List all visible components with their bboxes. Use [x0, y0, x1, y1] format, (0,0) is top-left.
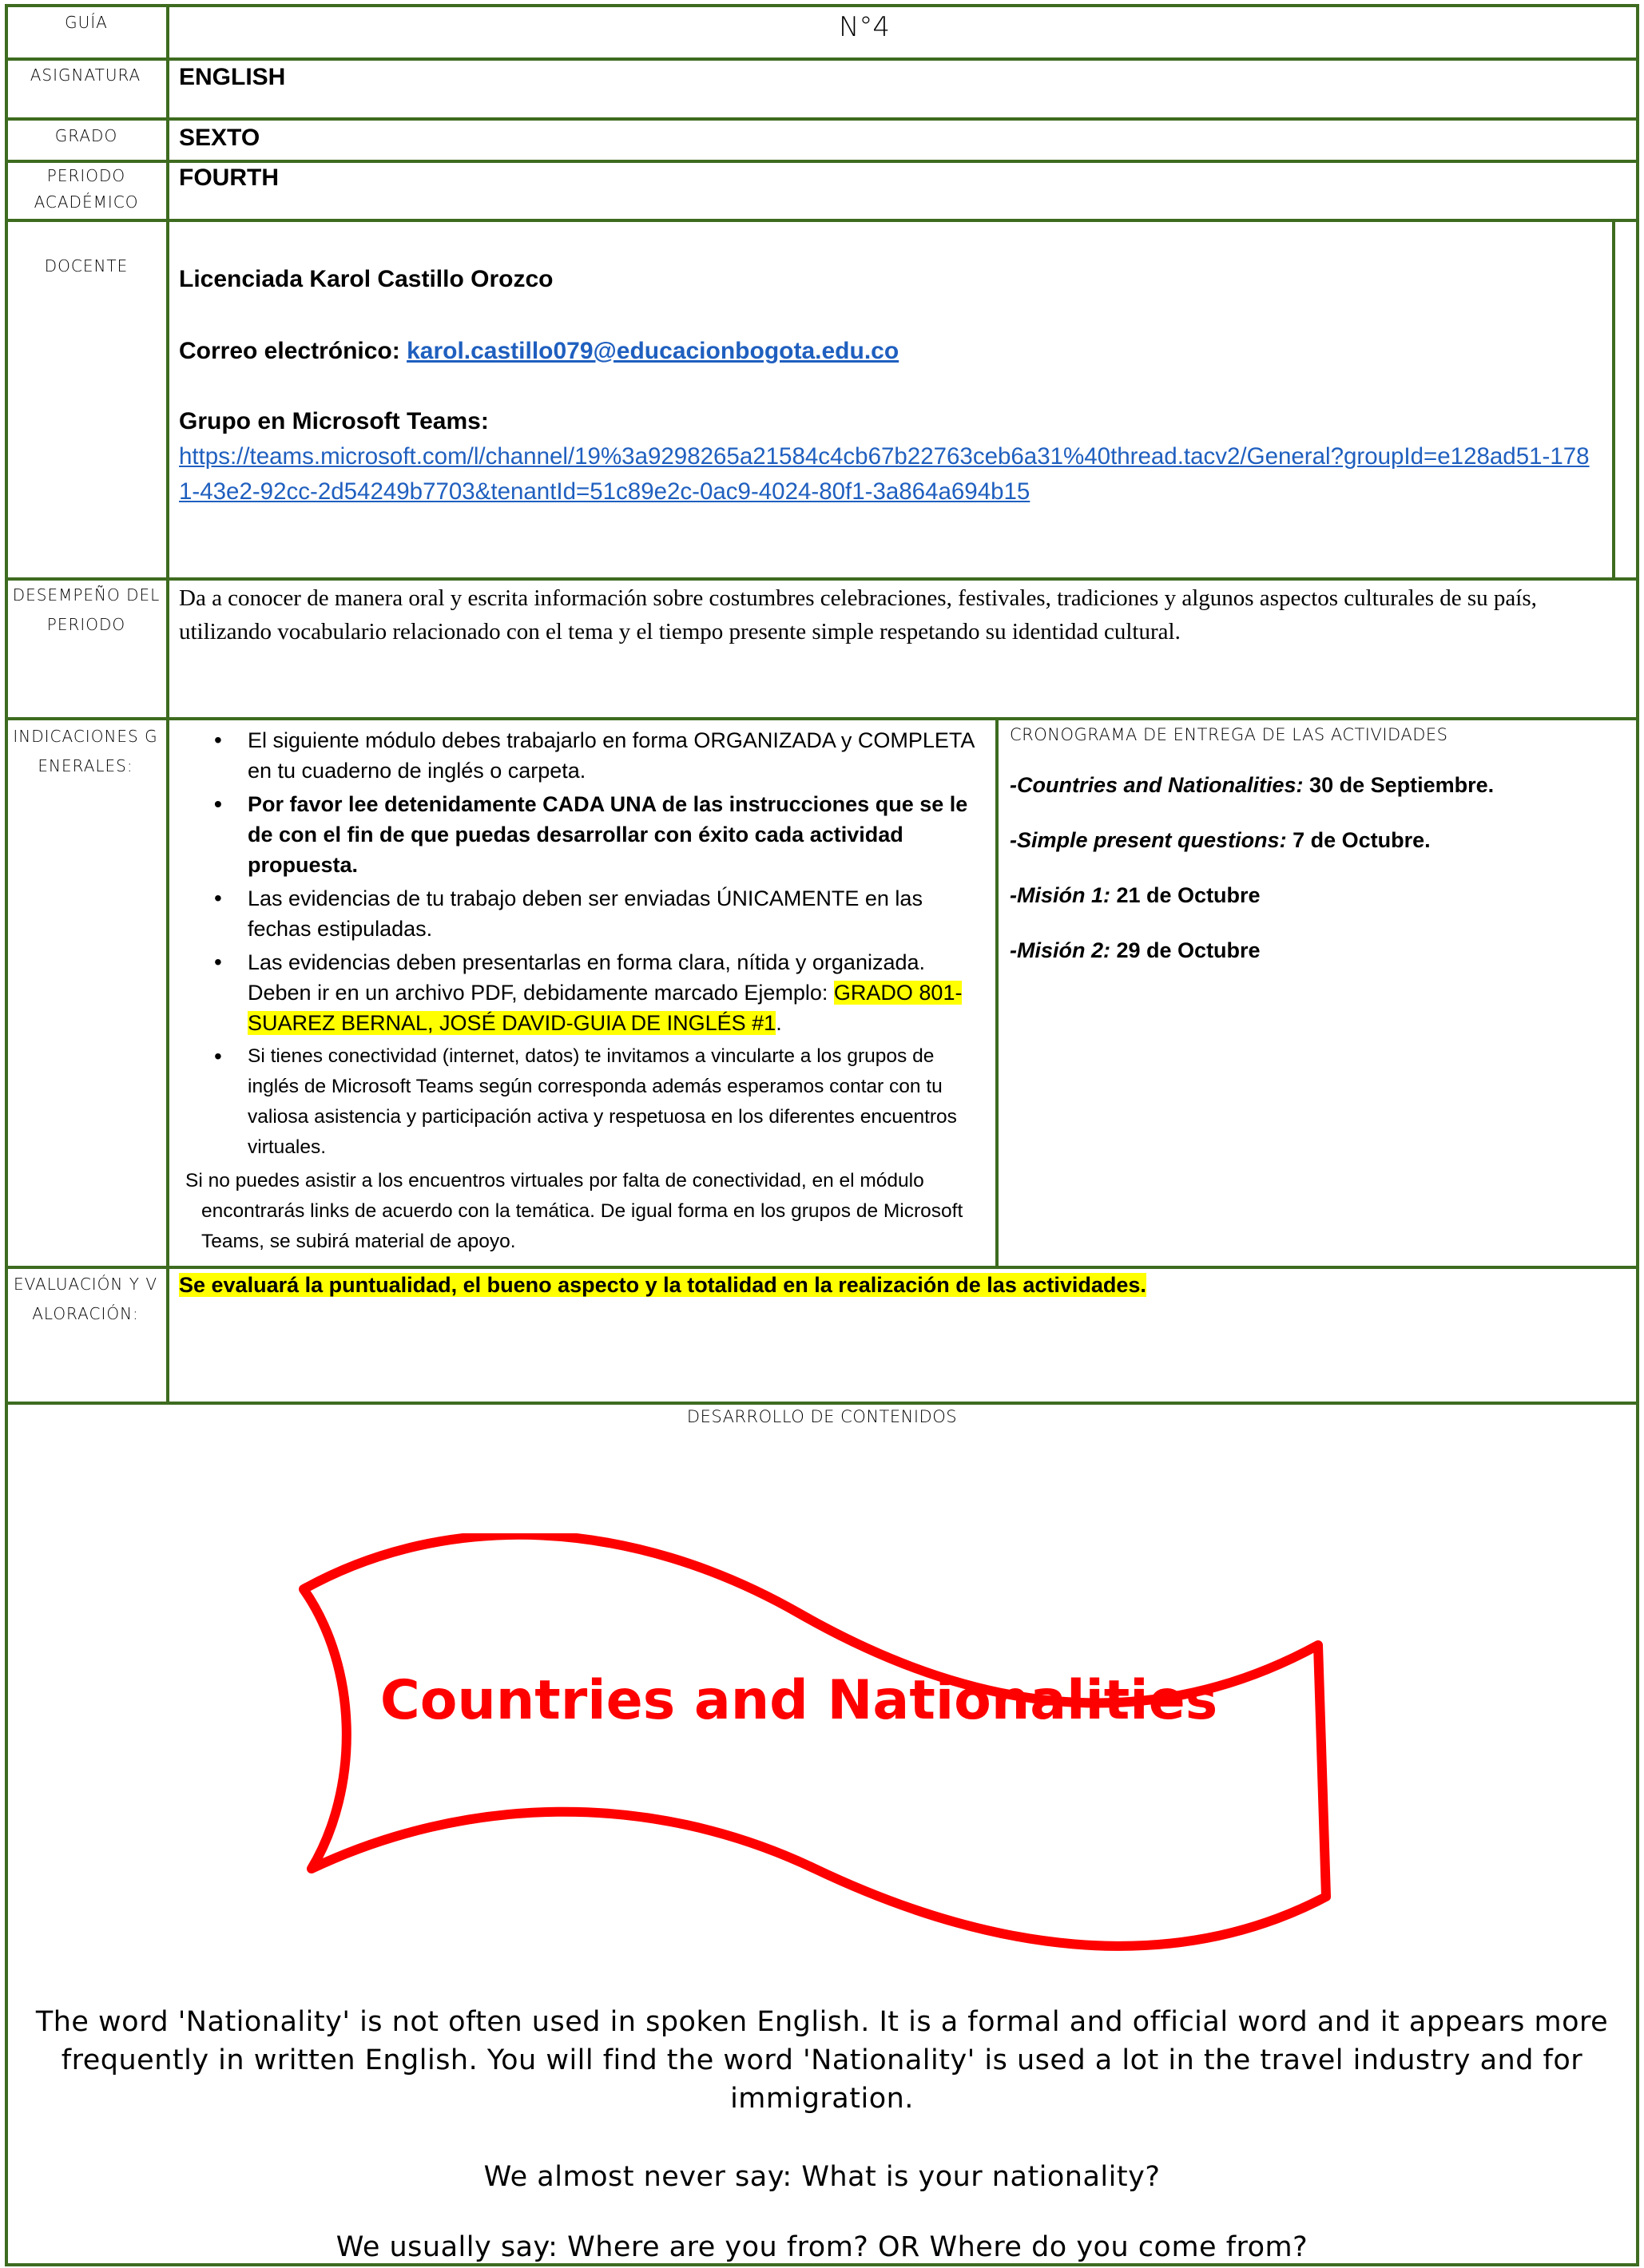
- evaluacion-text: [179, 1273, 1146, 1298]
- table-border: [5, 57, 1639, 61]
- docente-label: DOCENTE: [44, 256, 129, 276]
- activity-date: 21 de Octubre: [1110, 883, 1261, 907]
- activity-name: -Misión 1:: [1010, 883, 1110, 907]
- indicacion-item: • Por favor lee detenidamente CADA UNA de las instrucciones que se le de con el fin de que puedas desarrollar con éxito cada actividad propuesta.: [169, 789, 989, 880]
- asignatura-value: ENGLISH: [179, 64, 286, 90]
- banner-outline: [304, 1535, 1326, 1946]
- table-border: [5, 577, 1639, 581]
- table-border: [5, 4, 8, 2266]
- example-line-1: We almost never say: What is your nationality?: [483, 2161, 1161, 2193]
- indicaciones-label: INDICACIONES GENERALES:: [13, 727, 158, 775]
- indicacion-item: • Si tienes conectividad (internet, datos) te invitamos a vincularte a los grupos de inglés de Microsoft Teams según corresponda además esperamos contar con tu valiosa asistencia y participación activa y respetuosa en los diferentes encuentros virtuales.: [169, 1041, 989, 1163]
- evaluacion-label: EVALUACIÓN Y VALORACIÓN:: [13, 1275, 157, 1323]
- desempeno-text: Da a conocer de manera oral y escrita información sobre costumbres celebraciones, festivales, tradiciones y algunos aspectos culturales de su país, utilizando vocabulario relacionado con el tema y el tiempo presente simple respetando su identidad cultural.: [179, 585, 1537, 644]
- banner-shape: [288, 1533, 1358, 1981]
- table-border: [5, 117, 1639, 121]
- activity-date: 30 de Septiembre.: [1303, 773, 1495, 797]
- example-line-2: We usually say: Where are you from? OR Where do you come from?: [336, 2231, 1308, 2263]
- indicacion-item: • Las evidencias deben presentarlas en forma clara, nítida y organizada. Deben ir en un archivo PDF, debidamente marcado Ejemplo: GRADO 801-SUAREZ BERNAL, JOSÉ DAVID-GUIA DE INGLÉS #1.: [169, 947, 989, 1038]
- desempeno-label: DESEMPEÑO DEL PERIODO: [12, 585, 161, 634]
- table-border: [5, 1402, 1639, 1405]
- table-border: [5, 4, 1639, 7]
- indicaciones-list: [169, 725, 989, 1163]
- table-border: [5, 717, 1639, 720]
- desarrollo-title: DESARROLLO DE CONTENIDOS: [686, 1407, 958, 1426]
- cronograma-item: [1010, 938, 1633, 963]
- periodo-label: PERIODO ACADÉMICO: [34, 166, 139, 212]
- indicacion-item: • Las evidencias de tu trabajo deben ser enviadas ÚNICAMENTE en las fechas estipuladas.: [169, 883, 989, 944]
- asignatura-label: ASIGNATURA: [30, 65, 141, 85]
- docente-email-row: [179, 334, 1601, 369]
- grado-label: GRADO: [54, 126, 118, 145]
- table-border: [5, 219, 1639, 222]
- activity-date: 29 de Octubre: [1110, 938, 1261, 962]
- cronograma-item: [1010, 828, 1633, 853]
- table-border: [995, 719, 999, 1267]
- indicaciones-block: [169, 725, 989, 1257]
- table-border: [1612, 220, 1615, 579]
- activity-name: -Countries and Nationalities:: [1010, 773, 1304, 797]
- cronograma-block: [1010, 725, 1633, 993]
- email-label: Correo electrónico:: [179, 338, 400, 364]
- guia-label: GUÍA: [65, 13, 108, 32]
- example-highlight: GRADO 801-SUAREZ BERNAL, JOSÉ DAVID-GUIA DE INGLÉS #1: [248, 981, 963, 1035]
- guia-number: N°4: [839, 11, 891, 43]
- cronograma-item: [1010, 773, 1633, 798]
- indicaciones-closing: Si no puedes asistir a los encuentros virtuales por falta de conectividad, en el módulo encontrarás links de acuerdo con la temática. De igual forma en los grupos de Microsoft Teams, se subirá material de apoyo.: [185, 1170, 963, 1252]
- table-border: [5, 1266, 1639, 1269]
- cronograma-item: [1010, 883, 1633, 908]
- indicacion-item-text: Las evidencias deben presentarlas en forma clara, nítida y organizada. Deben ir en un archivo PDF, debidamente marcado Ejemplo:: [248, 950, 926, 1005]
- indicacion-item: • El siguiente módulo debes trabajarlo en forma ORGANIZADA y COMPLETA en tu cuaderno de inglés o carpeta.: [169, 725, 989, 786]
- activity-name: -Misión 2:: [1010, 938, 1110, 962]
- banner-title: Countries and Nationalities: [379, 1669, 1218, 1732]
- docente-block: [179, 262, 1601, 510]
- nationality-paragraph: The word 'Nationality' is not often used in spoken English. It is a formal and official word and it appears more frequently in written English. You will find the word 'Nationality' is used a lot in the travel industry and for immigration.: [35, 2006, 1609, 2115]
- grado-value: SEXTO: [179, 125, 260, 151]
- docente-name: Licenciada Karol Castillo Orozco: [179, 266, 554, 292]
- evaluacion-highlight: Se evaluará la puntualidad, el bueno aspecto y la totalidad en la realización de las actividades.: [179, 1273, 1146, 1297]
- email-link[interactable]: karol.castillo079@educacionbogota.edu.co: [407, 338, 899, 364]
- teams-label: Grupo en Microsoft Teams:: [179, 408, 489, 434]
- cronograma-title: CRONOGRAMA DE ENTREGA DE LAS ACTIVIDADES: [1010, 725, 1448, 744]
- activity-date: 7 de Octubre.: [1286, 828, 1431, 852]
- table-border: [1636, 4, 1639, 2266]
- teams-link[interactable]: https://teams.microsoft.com/l/channel/19%3a9298265a21584c4cb67b22763ceb6a31%40thread.tacv2/General?groupId=e128ad51-1781-43e2-92cc-2d54249b7703&tenantId=51c89e2c-0ac9-4024-80f1-3a864a694b15: [179, 443, 1590, 505]
- table-border: [5, 160, 1639, 163]
- periodo-value: FOURTH: [179, 165, 279, 191]
- activity-name: -Simple present questions:: [1010, 828, 1287, 852]
